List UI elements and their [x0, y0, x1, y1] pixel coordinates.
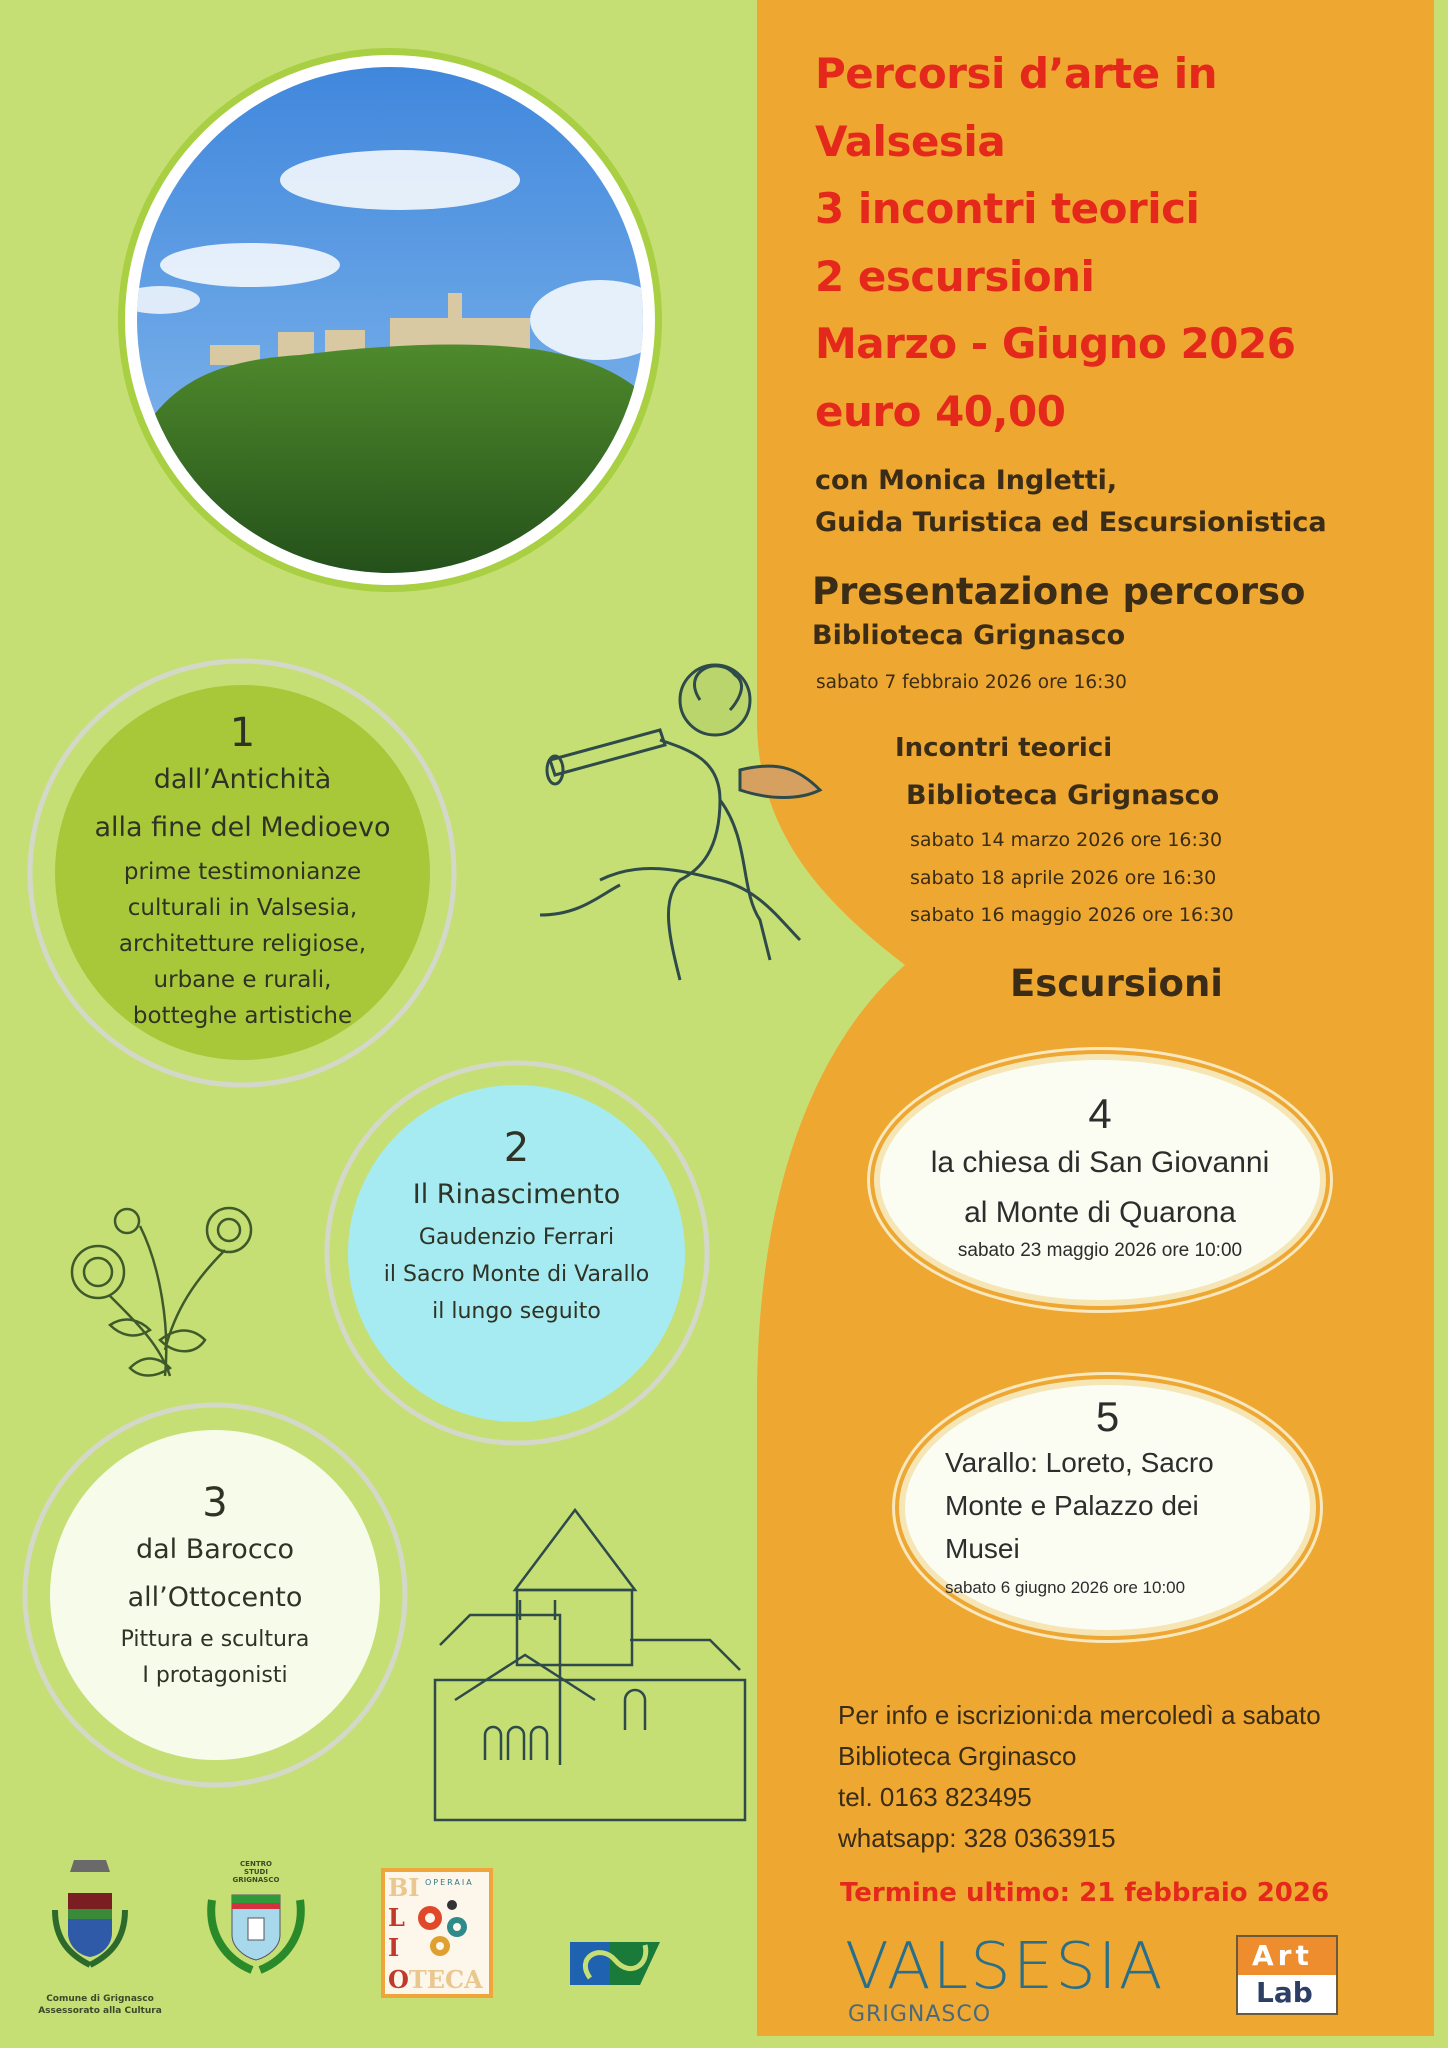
title-line: Valsesia — [815, 116, 1006, 166]
valsesia-logo-mark — [570, 1942, 660, 1985]
artlab-top: Art — [1238, 1937, 1336, 1975]
lesson-title: dall’Antichità — [153, 764, 332, 795]
lesson-title: alla fine del Medioevo — [94, 812, 391, 843]
lesson-card-3 — [50, 1430, 380, 1760]
centro-studi-line: CENTRO — [240, 1860, 272, 1868]
lesson-desc-line: Gaudenzio Ferrari — [418, 1225, 615, 1250]
lesson-number: 3 — [202, 1480, 228, 1526]
centro-studi-line: GRIGNASCO — [232, 1876, 280, 1884]
excursion-card-5 — [905, 1385, 1310, 1630]
biblioteca-operaia: OPERAIA — [425, 1878, 474, 1887]
valsesia-wordmark: VALSESIA — [845, 1930, 1165, 2004]
theory-venue: Biblioteca Grignasco — [906, 780, 1220, 811]
lesson-desc-line: botteghe artistiche — [132, 1003, 353, 1029]
excursion-title: Monte e Palazzo dei — [945, 1490, 1199, 1521]
biblioteca-letter: I — [388, 1933, 400, 1962]
excursion-title: Musei — [945, 1533, 1020, 1564]
title-line: 2 escursioni — [815, 251, 1095, 301]
biblioteca-letter: BI — [388, 1873, 420, 1902]
excursion-title: Varallo: Loreto, Sacro — [945, 1447, 1214, 1478]
title-line: Percorsi d’arte in — [815, 49, 1218, 98]
flower-illustration — [72, 1208, 251, 1376]
comune-caption-line: Assessorato alla Cultura — [38, 2006, 162, 2016]
title-line: Marzo - Giugno 2026 — [815, 319, 1296, 368]
presentation-heading: Presentazione percorso — [812, 570, 1306, 613]
theory-date: sabato 14 marzo 2026 ore 16:30 — [910, 829, 1223, 851]
artlab-logo — [1236, 1935, 1338, 2015]
lesson-card-2 — [348, 1085, 685, 1422]
lesson-desc-line: I protagonisti — [142, 1663, 288, 1688]
excursion-card-4 — [880, 1060, 1320, 1300]
contact-hours: Per info e iscrizioni:da mercoledì a sabato — [838, 1700, 1321, 1730]
centro-studi-line: STUDI — [244, 1868, 268, 1876]
comune-grignasco-logo — [55, 1860, 125, 1965]
lesson-desc-line: Pittura e scultura — [120, 1627, 310, 1652]
excursion-title: la chiesa di San Giovanni — [930, 1146, 1270, 1179]
event-title — [815, 40, 1295, 445]
lesson-title: all’Ottocento — [127, 1582, 303, 1613]
presentation-date: sabato 7 febbraio 2026 ore 16:30 — [816, 672, 1127, 693]
lesson-desc-line: prime testimonianze — [123, 859, 362, 885]
biblioteca-letter: O — [388, 1965, 409, 1994]
theory-date: sabato 18 aprile 2026 ore 16:30 — [910, 866, 1217, 889]
excursion-date: sabato 6 giugno 2026 ore 10:00 — [945, 1578, 1186, 1597]
biblioteca-oteca — [388, 1965, 483, 1994]
lesson-desc-line: urbane e rurali, — [153, 967, 332, 993]
biblioteca-letters — [388, 1873, 420, 1963]
lesson-desc — [50, 1622, 380, 1694]
lesson-desc-line: il Sacro Monte di Varallo — [383, 1262, 650, 1287]
guide-role: Guida Turistica ed Escursionistica — [815, 507, 1327, 538]
guide-info — [815, 460, 1327, 544]
contact-venue: Biblioteca Grginasco — [838, 1741, 1077, 1771]
guide-name: con Monica Ingletti, — [815, 465, 1118, 496]
comune-caption-line: Comune di Grignasco — [46, 1994, 154, 2004]
excursion-number: 5 — [1095, 1393, 1120, 1440]
excursion-date: sabato 23 maggio 2026 ore 10:00 — [957, 1240, 1243, 1261]
contact-info — [838, 1695, 1321, 1859]
church-illustration — [435, 1510, 745, 1820]
lesson-desc-line: architetture religiose, — [118, 931, 367, 957]
theory-heading: Incontri teorici — [895, 733, 1113, 763]
centro-studi-logo — [211, 1895, 301, 1970]
theory-dates — [910, 822, 1234, 935]
lesson-desc-line: culturali in Valsesia, — [127, 895, 358, 921]
biblioteca-letter: L — [388, 1903, 405, 1932]
lesson-desc — [348, 1219, 685, 1330]
centro-studi-caption — [226, 1860, 286, 1884]
excursion-number: 4 — [1088, 1090, 1112, 1137]
artlab-bottom: Lab — [1238, 1975, 1336, 2013]
title-line: 3 incontri teorici — [815, 184, 1200, 233]
lesson-number: 1 — [229, 710, 256, 756]
lesson-title: Il Rinascimento — [412, 1179, 621, 1210]
price: euro 40,00 — [815, 386, 1066, 436]
lesson-title: dal Barocco — [135, 1534, 295, 1565]
lesson-desc — [55, 854, 430, 1034]
presentation-venue: Biblioteca Grignasco — [812, 620, 1126, 651]
contact-whatsapp[interactable]: whatsapp: 328 0363915 — [838, 1823, 1116, 1853]
theory-date: sabato 16 maggio 2026 ore 16:30 — [910, 904, 1234, 926]
lesson-desc-line: il lungo seguito — [432, 1299, 601, 1324]
lesson-card-1 — [55, 685, 430, 1060]
valsesia-subtitle: GRIGNASCO — [848, 2002, 992, 2027]
lesson-number: 2 — [503, 1125, 530, 1171]
excursions-heading: Escursioni — [1010, 962, 1223, 1005]
biblioteca-suffix: TECA — [408, 1965, 483, 1994]
comune-caption — [35, 1993, 165, 2017]
excursion-title: al Monte di Quarona — [964, 1196, 1236, 1229]
registration-deadline: Termine ultimo: 21 febbraio 2026 — [840, 1878, 1330, 1908]
contact-phone[interactable]: tel. 0163 823495 — [838, 1782, 1032, 1812]
